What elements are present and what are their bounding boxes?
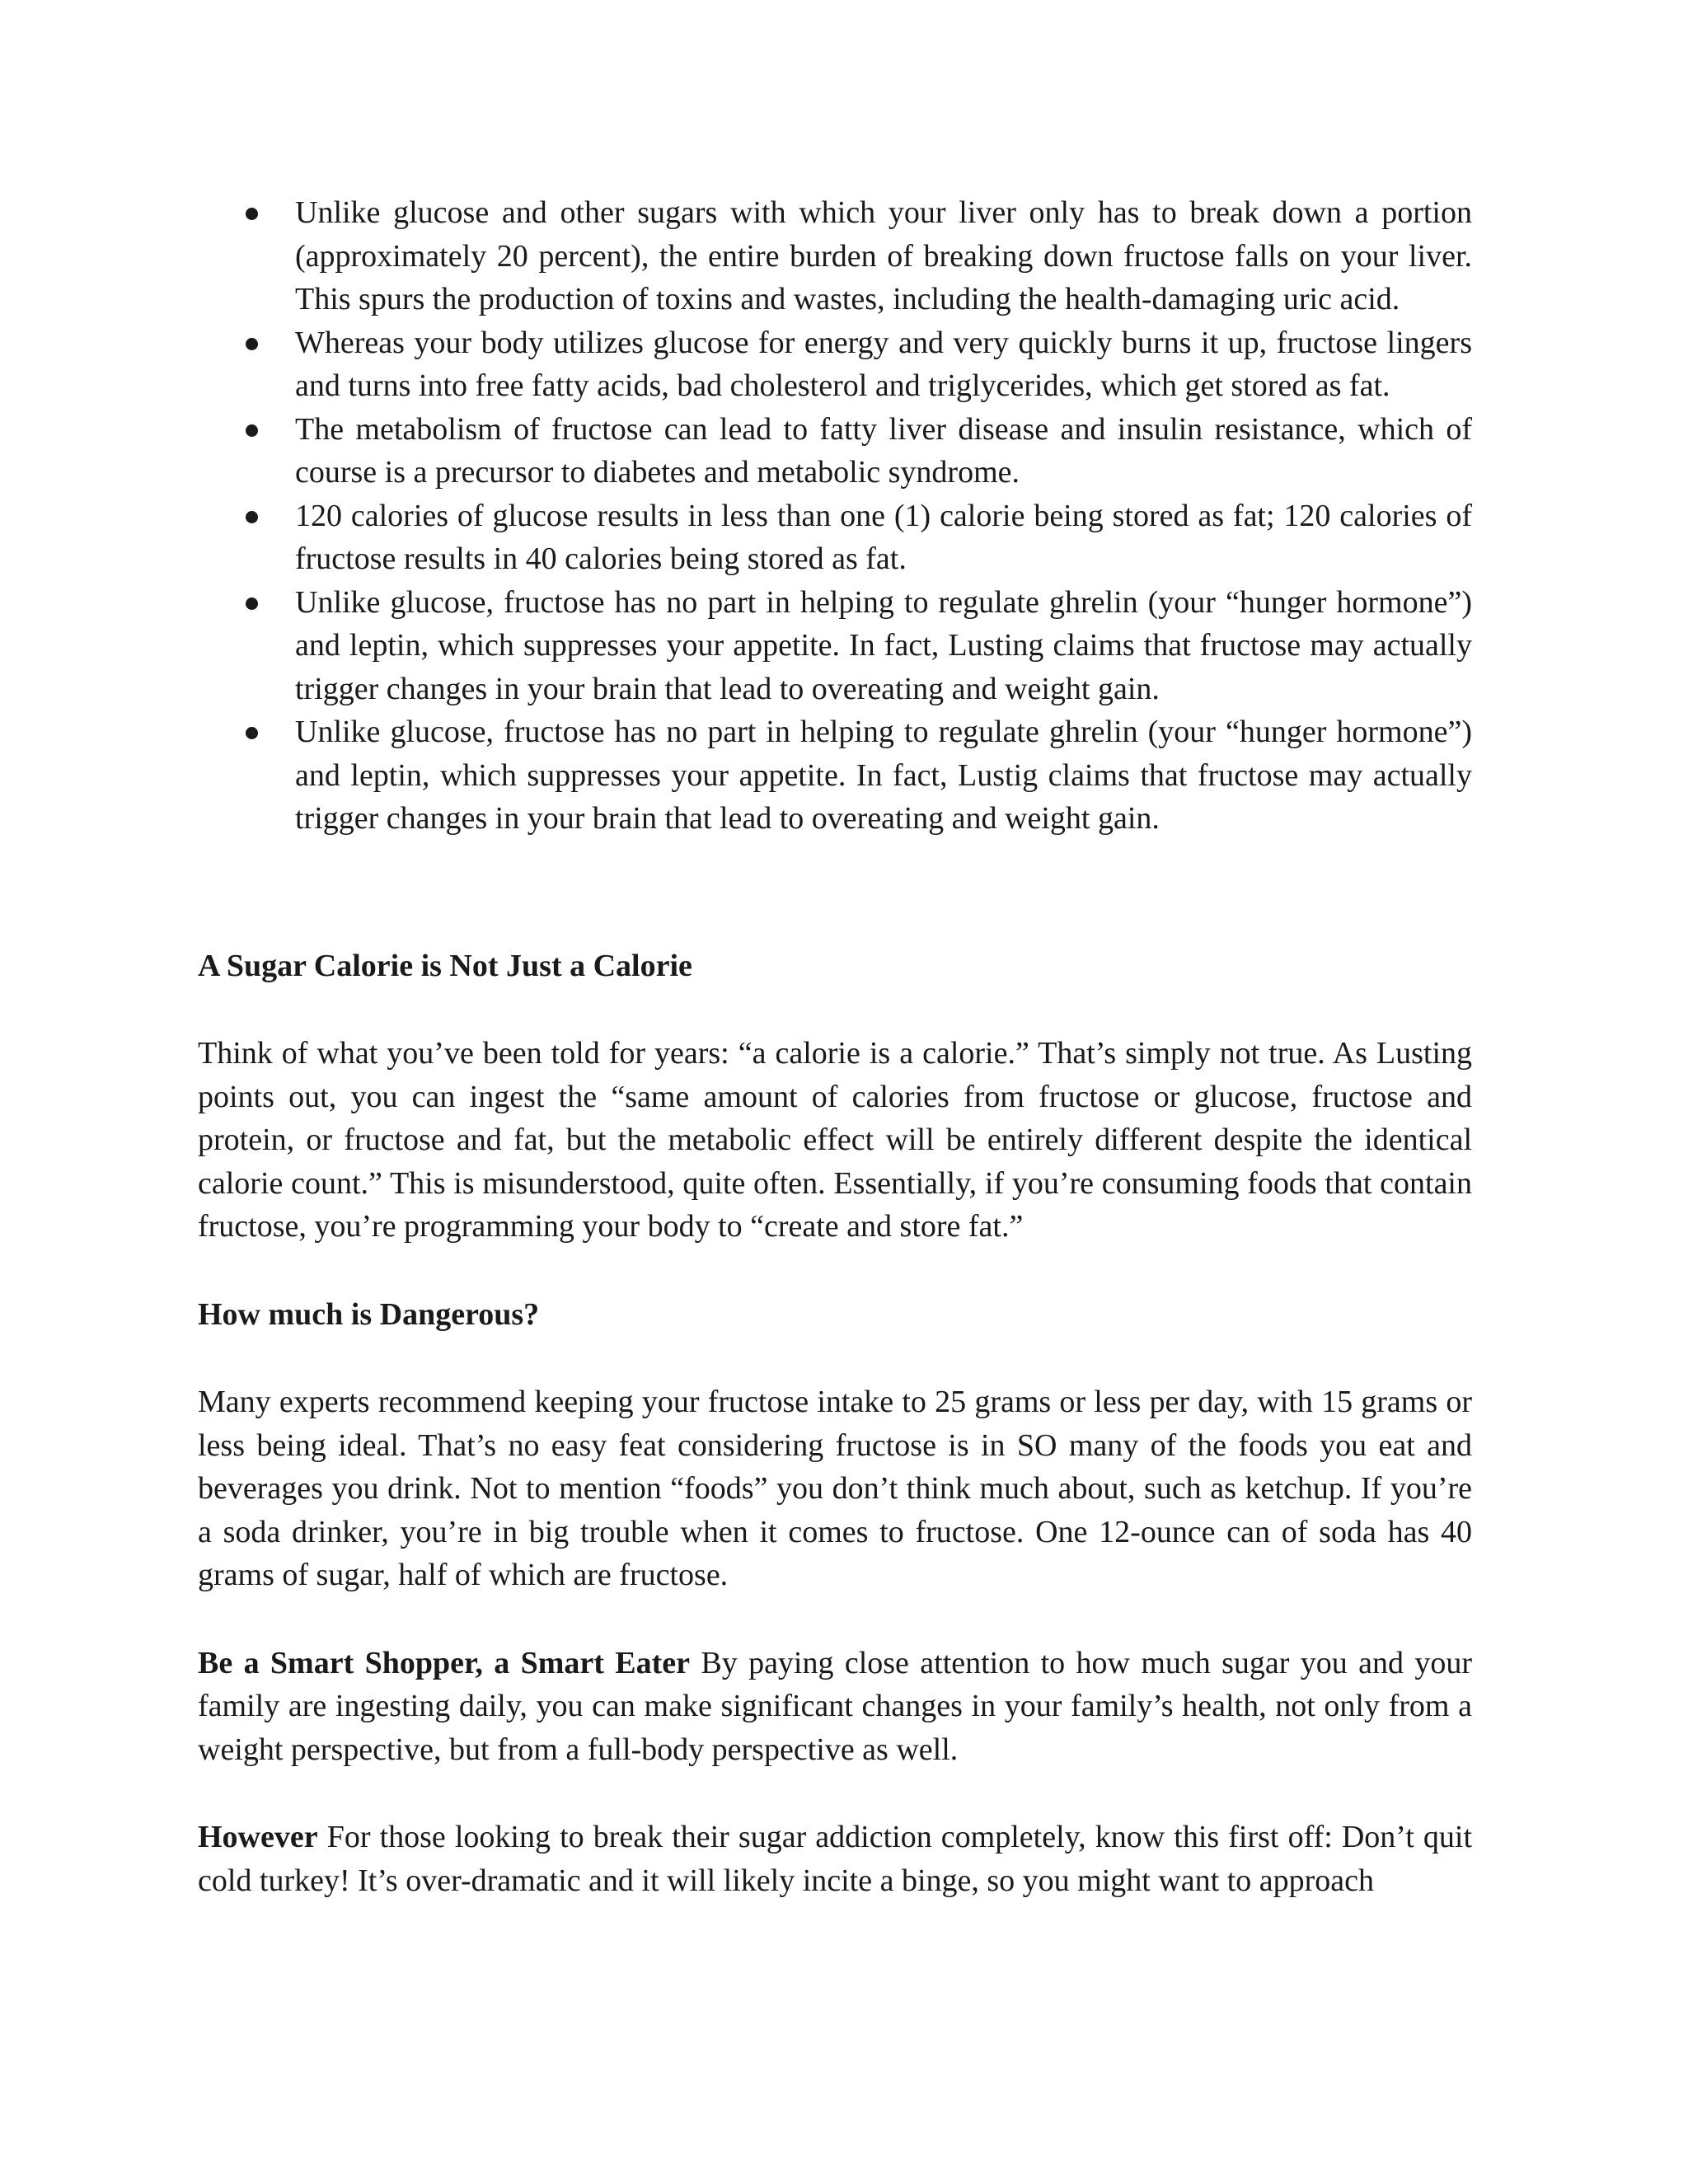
bullet-text: Whereas your body utilizes glucose for energy and very quickly burns it up, fructose lingers and turns into free fatty acids, bad cholesterol and triglycerides, which get stored as fat. <box>295 325 1472 403</box>
text-smart-shopper: By paying close attention to how much sugar you and your family are ingesting daily, you can make significant changes in your family’s health, not only from a weight perspective, but from a full-body perspective as well. <box>198 1645 1472 1767</box>
section-heading-how-much: How much is Dangerous? <box>198 1296 540 1332</box>
spacer <box>198 1249 1472 1293</box>
paragraph-how-much: Many experts recommend keeping your fructose intake to 25 grams or less per day, with 15 grams or less being ideal. That’s no easy feat considering fructose is in SO many of the foods you eat and beverages you drink. Not to mention “foods” you don’t think much about, such as ketchup. If you’re a soda drinker, you’re in big trouble when it comes to fructose. One 12-ounce can of soda has 40 grams of sugar, half of which are fructose. <box>198 1385 1472 1592</box>
bullet-text: 120 calories of glucose results in less than one (1) calorie being stored as fat; 120 calories of fructose results in 40 calories being stored as fat. <box>295 498 1472 576</box>
bullet-icon <box>246 208 258 220</box>
paragraph-smart-shopper <box>198 1642 1472 1772</box>
bullet-text: Unlike glucose and other sugars with which your liver only has to break down a portion (approximately 20 percent), the entire burden of breaking down fructose falls on your liver. This spurs the production of toxins and wastes, including the health-damaging uric acid. <box>295 195 1472 316</box>
spacer <box>198 841 1472 944</box>
paragraph-sugar-calorie: Think of what you’ve been told for years: “a calorie is a calorie.” That’s simply not true. As Lusting points out, you can ingest the “same amount of calories from fructose or glucose, fructose and protein, or fructose and fat, but the metabolic effect will be entirely different despite the identical calorie count.” This is misunderstood, quite often. Essentially, if you’re consuming foods that contain fructose, you’re programming your body to “create and store fat.” <box>198 1036 1472 1244</box>
section-heading-sugar-calorie: A Sugar Calorie is Not Just a Calorie <box>198 948 692 983</box>
bullet-text: Unlike glucose, fructose has no part in helping to regulate ghrelin (your “hunger hormone”) and leptin, which suppresses your appetite. In fact, Lustig claims that fructose may actually trigger changes in your brain that lead to overeating and weight gain. <box>295 715 1472 836</box>
spacer <box>198 1597 1472 1642</box>
list-item <box>198 191 1472 321</box>
bullet-list <box>198 191 1472 841</box>
spacer <box>198 987 1472 1032</box>
lead-smart-shopper: Be a Smart Shopper, a Smart Eater <box>198 1645 690 1680</box>
list-item <box>198 494 1472 581</box>
list-item <box>198 321 1472 408</box>
list-item <box>198 408 1472 494</box>
bullet-text: The metabolism of fructose can lead to fatty liver disease and insulin resistance, which of course is a precursor to diabetes and metabolic syndrome. <box>295 411 1472 490</box>
document-page <box>198 191 1472 1902</box>
paragraph-however <box>198 1816 1472 1902</box>
bullet-icon <box>246 424 258 437</box>
bullet-text: Unlike glucose, fructose has no part in helping to regulate ghrelin (your “hunger hormone”) and leptin, which suppresses your appetite. In fact, Lusting claims that fructose may actually trigger changes in your brain that lead to overeating and weight gain. <box>295 584 1472 706</box>
list-item <box>198 581 1472 711</box>
text-however: For those looking to break their sugar addiction completely, know this first off: Don’t quit cold turkey! It’s over-dramatic and it will likely incite a binge, so you might want to approach <box>198 1820 1473 1898</box>
bullet-icon <box>246 598 258 610</box>
spacer <box>198 1336 1472 1380</box>
bullet-icon <box>246 727 258 739</box>
bullet-icon <box>246 511 258 523</box>
lead-however: However <box>198 1820 318 1854</box>
list-item <box>198 710 1472 841</box>
spacer <box>198 1771 1472 1816</box>
bullet-icon <box>246 338 258 350</box>
